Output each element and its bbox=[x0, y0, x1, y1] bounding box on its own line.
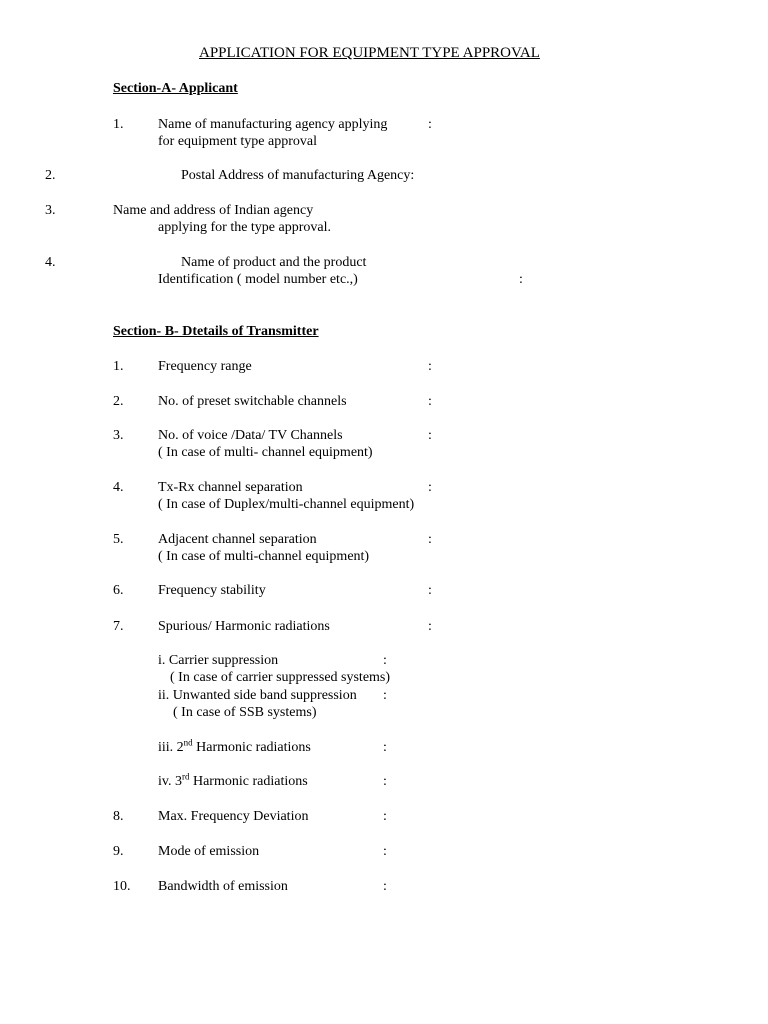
colon: : bbox=[383, 879, 387, 894]
item-number: 3. bbox=[113, 428, 124, 443]
item-number: 9. bbox=[113, 844, 124, 859]
colon: : bbox=[428, 428, 432, 443]
item-label-cont: applying for the type approval. bbox=[158, 220, 332, 235]
colon: : bbox=[383, 688, 387, 703]
colon: : bbox=[428, 394, 432, 409]
item-label-cont: Identification ( model number etc.,) bbox=[158, 272, 358, 287]
item-number: 7. bbox=[113, 619, 124, 634]
item-number: 2. bbox=[45, 168, 56, 183]
colon: : bbox=[383, 774, 387, 789]
item-label-cont: ( In case of multi- channel equipment) bbox=[158, 445, 373, 460]
subitem-label: iii. 2nd Harmonic radiations bbox=[158, 737, 311, 755]
item-label: Adjacent channel separation bbox=[158, 532, 317, 547]
item-label: Spurious/ Harmonic radiations bbox=[158, 619, 330, 634]
subitem-label: iv. 3rd Harmonic radiations bbox=[158, 771, 308, 789]
colon: : bbox=[428, 359, 432, 374]
item-number: 2. bbox=[113, 394, 124, 409]
item-label: Frequency stability bbox=[158, 583, 266, 598]
subitem-label: i. Carrier suppression bbox=[158, 653, 279, 668]
item-number: 1. bbox=[113, 117, 124, 132]
section-b-heading: Section- B- Dtetails of Transmitter bbox=[113, 324, 319, 339]
item-label: No. of preset switchable channels bbox=[158, 394, 347, 409]
item-label-cont: ( In case of Duplex/multi-channel equipment) bbox=[158, 497, 415, 512]
item-label: Name and address of Indian agency bbox=[113, 203, 314, 218]
item-number: 3. bbox=[45, 203, 56, 218]
colon: : bbox=[428, 532, 432, 547]
item-label: Mode of emission bbox=[158, 844, 260, 859]
item-number: 10. bbox=[113, 879, 131, 894]
item-number: 5. bbox=[113, 532, 124, 547]
colon: : bbox=[383, 809, 387, 824]
item-label: Bandwidth of emission bbox=[158, 879, 288, 894]
item-label: Name of manufacturing agency applying bbox=[158, 117, 388, 132]
item-label: Name of product and the product bbox=[181, 255, 367, 270]
item-label-cont: for equipment type approval bbox=[158, 134, 318, 149]
form-title: APPLICATION FOR EQUIPMENT TYPE APPROVAL bbox=[199, 45, 540, 61]
item-number: 6. bbox=[113, 583, 124, 598]
subitem-label-cont: ( In case of SSB systems) bbox=[173, 705, 317, 720]
colon: : bbox=[428, 583, 432, 598]
colon: : bbox=[383, 844, 387, 859]
subitem-label: ii. Unwanted side band suppression bbox=[158, 688, 357, 703]
colon: : bbox=[428, 619, 432, 634]
item-label: Max. Frequency Deviation bbox=[158, 809, 309, 824]
item-number: 8. bbox=[113, 809, 124, 824]
section-a-heading: Section-A- Applicant bbox=[113, 81, 238, 96]
colon: : bbox=[428, 117, 432, 132]
item-number: 4. bbox=[113, 480, 124, 495]
item-number: 4. bbox=[45, 255, 56, 270]
item-label-cont: ( In case of multi-channel equipment) bbox=[158, 549, 370, 564]
subitem-label-cont: ( In case of carrier suppressed systems) bbox=[170, 670, 391, 685]
item-label: Tx-Rx channel separation bbox=[158, 480, 303, 495]
colon: : bbox=[428, 480, 432, 495]
colon: : bbox=[383, 653, 387, 668]
item-number: 1. bbox=[113, 359, 124, 374]
item-label: Frequency range bbox=[158, 359, 252, 374]
colon: : bbox=[519, 272, 523, 287]
item-label: Postal Address of manufacturing Agency: bbox=[181, 168, 415, 183]
item-label: No. of voice /Data/ TV Channels bbox=[158, 428, 343, 443]
colon: : bbox=[383, 740, 387, 755]
